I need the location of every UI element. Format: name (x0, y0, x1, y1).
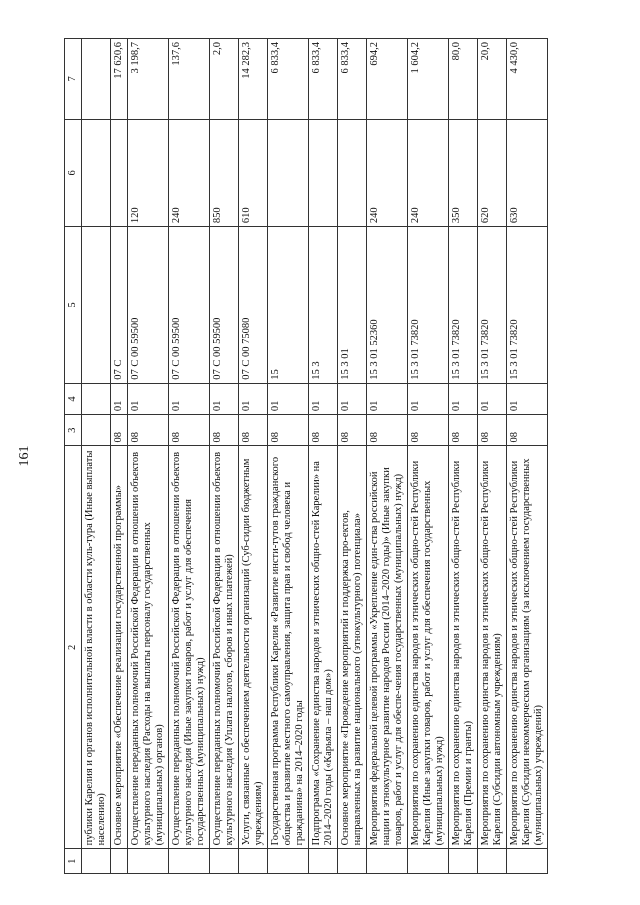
row-subsection-code: 01 (338, 383, 367, 414)
row-section-code: 08 (367, 415, 408, 446)
row-target-article: 07 С 00 59500 (128, 227, 169, 384)
row-expense-type: 630 (507, 119, 548, 226)
row-amount (82, 39, 111, 120)
row-subsection-code: 01 (478, 383, 507, 414)
row-col-1 (239, 849, 268, 874)
row-description: Мероприятия по сохранению единства народов и этнических общно-стей Республики Карелия (Иные закупки товаров, работ и услуг для обеспечения государственных (муниципальных) нужд) (408, 446, 449, 849)
row-expense-type (111, 119, 128, 226)
row-col-1 (210, 849, 239, 874)
row-target-article: 15 3 01 (338, 227, 367, 384)
row-target-article: 15 3 01 73820 (478, 227, 507, 384)
row-description: Мероприятия по сохранению единства народов и этнических общно-стей Республики Карелия (Субсидии автономным учреждениям) (478, 446, 507, 849)
row-target-article: 15 3 (309, 227, 338, 384)
header-col-1: 1 (65, 849, 82, 874)
row-target-article: 07 С 00 59500 (210, 227, 239, 384)
row-description: Осуществление переданных полномочий Российской Федерации в отношении объектов культурного наследия (Иные закупки товаров, работ и услуг для обеспечения государственных (муниципальных) нужд) (169, 446, 210, 849)
budget-table (64, 38, 548, 874)
row-col-1 (478, 849, 507, 874)
row-col-1 (169, 849, 210, 874)
row-subsection-code: 01 (128, 383, 169, 414)
row-section-code: 08 (507, 415, 548, 446)
row-amount: 694,2 (367, 39, 408, 120)
row-section-code: 08 (128, 415, 169, 446)
table-row (367, 39, 408, 874)
row-expense-type: 620 (478, 119, 507, 226)
row-col-1 (82, 849, 111, 874)
table-row (507, 39, 548, 874)
table-row (478, 39, 507, 874)
row-target-article: 07 С 00 75080 (239, 227, 268, 384)
table-row (82, 39, 111, 874)
row-amount: 80,0 (449, 39, 478, 120)
row-col-1 (111, 849, 128, 874)
table-row (408, 39, 449, 874)
row-subsection-code (82, 383, 111, 414)
row-section-code: 08 (169, 415, 210, 446)
row-amount: 6 833,4 (338, 39, 367, 120)
row-expense-type: 120 (128, 119, 169, 226)
header-row (65, 39, 82, 874)
row-expense-type: 240 (367, 119, 408, 226)
table-row (111, 39, 128, 874)
row-col-1 (309, 849, 338, 874)
row-section-code: 08 (111, 415, 128, 446)
row-amount: 14 282,3 (239, 39, 268, 120)
row-amount: 3 198,7 (128, 39, 169, 120)
row-amount: 20,0 (478, 39, 507, 120)
row-expense-type (82, 119, 111, 226)
page-number: 161 (17, 445, 32, 467)
row-col-1 (408, 849, 449, 874)
row-target-article (82, 227, 111, 384)
table-row (239, 39, 268, 874)
row-subsection-code: 01 (507, 383, 548, 414)
row-subsection-code: 01 (367, 383, 408, 414)
row-description: публики Карелия и органов исполнительной власти в области куль-тура (Иные выплаты населению) (82, 446, 111, 849)
row-amount: 6 833,4 (309, 39, 338, 120)
row-section-code: 08 (210, 415, 239, 446)
header-col-7: 7 (65, 39, 82, 120)
row-col-1 (338, 849, 367, 874)
row-amount: 17 620,6 (111, 39, 128, 120)
row-expense-type: 240 (408, 119, 449, 226)
row-amount: 2,0 (210, 39, 239, 120)
row-subsection-code: 01 (169, 383, 210, 414)
row-description: Мероприятия по сохранению единства народов и этнических общно-стей Республики Карелия (Премии и гранты) (449, 446, 478, 849)
table-container (64, 38, 640, 874)
row-subsection-code: 01 (268, 383, 309, 414)
rotated-table-wrapper (64, 38, 640, 874)
row-section-code: 08 (239, 415, 268, 446)
table-row (309, 39, 338, 874)
row-subsection-code: 01 (111, 383, 128, 414)
row-subsection-code: 01 (309, 383, 338, 414)
row-description: Основное мероприятие «Обеспечение реализации государственной программы» (111, 446, 128, 849)
row-description: Мероприятия по сохранению единства народов и этнических общно-стей Республики Карелия (Субсидии некоммерческим организациям (за исключением государственных (муниципальных) учреждений) (507, 446, 548, 849)
header-col-2: 2 (65, 446, 82, 849)
row-subsection-code: 01 (408, 383, 449, 414)
row-target-article: 15 3 01 73820 (507, 227, 548, 384)
row-description: Осуществление переданных полномочий Российской Федерации в отношении объектов культурного наследия (Уплата налогов, сборов и иных платежей) (210, 446, 239, 849)
row-subsection-code: 01 (449, 383, 478, 414)
row-subsection-code: 01 (239, 383, 268, 414)
row-description: Услуги, связанные с обеспечением деятельности организаций (Суб-сидии бюджетным учреждениям) (239, 446, 268, 849)
row-expense-type (338, 119, 367, 226)
table-row (338, 39, 367, 874)
row-col-1 (367, 849, 408, 874)
header-col-4: 4 (65, 383, 82, 414)
row-col-1 (128, 849, 169, 874)
header-col-6: 6 (65, 119, 82, 226)
row-expense-type: 240 (169, 119, 210, 226)
row-amount: 1 604,2 (408, 39, 449, 120)
row-amount: 6 833,4 (268, 39, 309, 120)
row-col-1 (449, 849, 478, 874)
row-expense-type: 610 (239, 119, 268, 226)
table-row (268, 39, 309, 874)
row-section-code: 08 (478, 415, 507, 446)
row-target-article: 07 С (111, 227, 128, 384)
row-expense-type (309, 119, 338, 226)
row-expense-type (268, 119, 309, 226)
row-target-article: 15 3 01 52360 (367, 227, 408, 384)
row-amount: 137,6 (169, 39, 210, 120)
row-target-article: 15 3 01 73820 (449, 227, 478, 384)
header-col-3: 3 (65, 415, 82, 446)
row-section-code: 08 (309, 415, 338, 446)
row-section-code (82, 415, 111, 446)
row-subsection-code: 01 (210, 383, 239, 414)
row-section-code: 08 (268, 415, 309, 446)
table-row (449, 39, 478, 874)
row-description: Мероприятия федеральной целевой программы «Укрепление един-ства российской нации и этнокультурное развитие народов России (2014–2020 годы)» (Иные закупки товаров, работ и услуг для обеспе-чения государственных (муниципальных) нужд) (367, 446, 408, 849)
row-target-article: 07 С 00 59500 (169, 227, 210, 384)
header-col-5: 5 (65, 227, 82, 384)
row-target-article: 15 (268, 227, 309, 384)
row-expense-type: 350 (449, 119, 478, 226)
table-row (128, 39, 169, 874)
row-col-1 (268, 849, 309, 874)
table-row (169, 39, 210, 874)
table-body (82, 39, 548, 874)
row-section-code: 08 (338, 415, 367, 446)
row-description: Государственная программа Республики Карелия «Развитие инсти-тутов гражданского общества и развитие местного самоуправления, защита прав и свобод человека и гражданина» на 2014–2020 годы (268, 446, 309, 849)
table-row (210, 39, 239, 874)
row-expense-type: 850 (210, 119, 239, 226)
row-target-article: 15 3 01 73820 (408, 227, 449, 384)
row-description: Подпрограмма «Сохранение единства народов и этнических общно-стей Карелии» на 2014–2020 годы («Карьяла – наш дом») (309, 446, 338, 849)
row-section-code: 08 (449, 415, 478, 446)
row-description: Осуществление переданных полномочий Российской Федерации в отношении объектов культурного наследия (Расходы на выплаты персоналу государственных (муниципальных) органов) (128, 446, 169, 849)
row-col-1 (507, 849, 548, 874)
row-description: Основное мероприятие «Проведение мероприятий и поддержка про-ектов, направленных на развитие национального (этнокультурного) потенциала» (338, 446, 367, 849)
row-amount: 4 430,0 (507, 39, 548, 120)
row-section-code: 08 (408, 415, 449, 446)
